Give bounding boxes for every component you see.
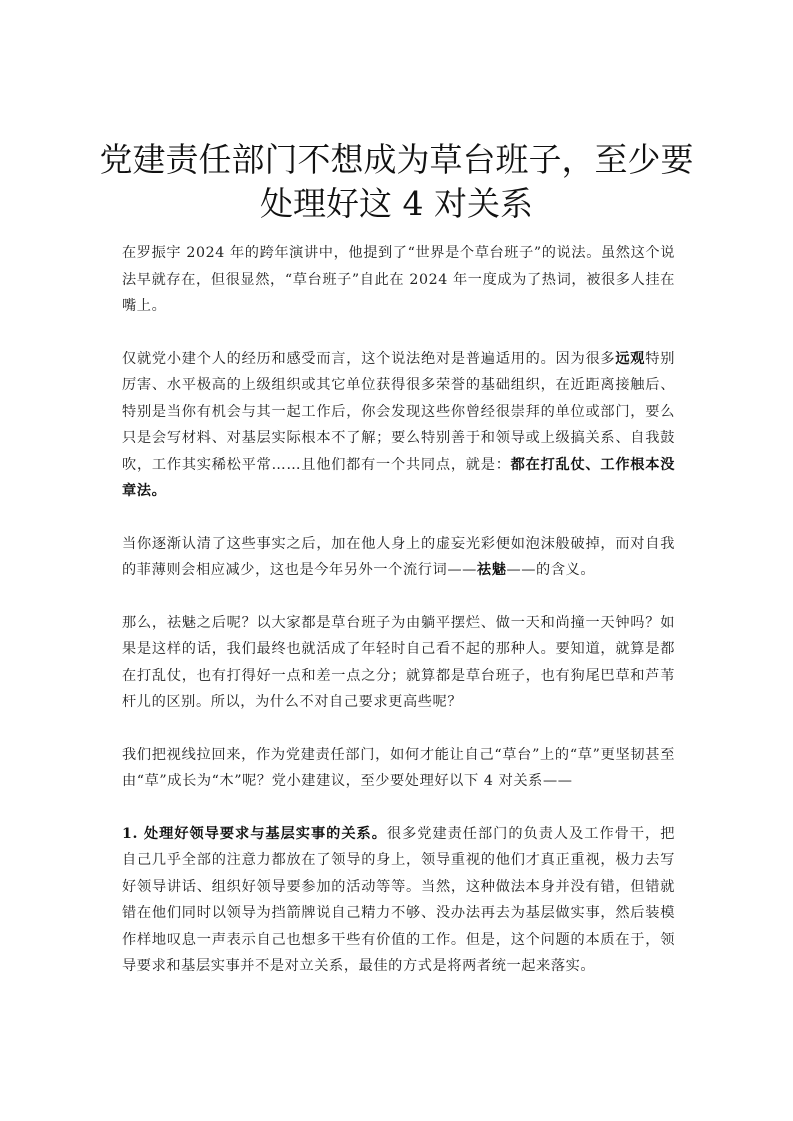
paragraph-text: 在罗振宇 2024 年的跨年演讲中，他提到了“世界是个草台班子”的说法。虽然这个说法早就存在，但很显然，“草台班子”自此在 2024 年一度成为了热词，被很多人挂在嘴上。 <box>122 245 675 314</box>
paragraph-text: 那么，祛魅之后呢？以大家都是草台班子为由躺平摆烂、做一天和尚撞一天钟吗？如果是这样的话，我们最终也就活成了年轻时自己看不起的那种人。要知道，就算是都在打乱仗，也有打得好一点和差一点之分；就算都是草台班子，也有狗尾巴草和芦苇杆儿的区别。所以，为什么不对自己要求更高些呢？ <box>122 614 675 710</box>
paragraph <box>122 610 675 716</box>
paragraph-text: 我们把视线拉回来，作为党建责任部门，如何才能让自己“草台”上的“草”更坚韧甚至由“草”成长为“木”呢？党小建建议，至少要处理好以下 4 对关系—— <box>122 746 675 789</box>
bold-text: 远观 <box>615 350 646 367</box>
paragraph-text: 当你逐渐认清了这些事实之后，加在他人身上的虚妄光彩便如泡沫般破掉，而对自我的菲薄则会相应减少，这也是今年另外一个流行词—— <box>122 535 675 578</box>
paragraph-text: ——的含义。 <box>506 562 596 578</box>
bold-text: 祛魅 <box>476 562 507 578</box>
paragraph <box>122 531 675 584</box>
document-body <box>122 240 675 1006</box>
paragraph <box>122 821 675 980</box>
document-title: 党建责任部门不想成为草台班子，至少要处理好这 4 对关系 <box>99 140 694 223</box>
paragraph <box>122 346 675 505</box>
paragraph-text: 很多党建责任部门的负责人及工作骨干，把自己几乎全部的注意力都放在了领导的身上，领导重视的他们才真正重视，极力去写好领导讲话、组织好领导要参加的活动等等。当然，这种做法本身并没有错，但错就错在他们同时以领导为挡箭牌说自己精力不够、没办法再去为基层做实事，然后装模作样地叹息一声表示自己也想多干些有价值的工作。但是，这个问题的本质在于，领导要求和基层实事并不是对立关系，最佳的方式是将两者统一起来落实。 <box>122 825 675 974</box>
paragraph-text: 特别厉害、水平极高的上级组织或其它单位获得很多荣誉的基础组织，在近距离接触后、特别是当你有机会与其一起工作后，你会发现这些你曾经很崇拜的单位或部门，要么只是会写材料、对基层实际根本不了解；要么特别善于和领导或上级搞关系、自我鼓吹，工作其实稀松平常……且他们都有一个共同点，就是： <box>122 350 676 473</box>
paragraph-text: 仅就党小建个人的经历和感受而言，这个说法绝对是普遍适用的。因为很多 <box>122 350 616 367</box>
paragraph <box>122 742 675 795</box>
bold-text: 都在打乱仗、工作根本没章法。 <box>122 456 675 499</box>
bold-text: 1. 处理好领导要求与基层实事的关系。 <box>122 825 387 842</box>
paragraph <box>122 240 675 320</box>
